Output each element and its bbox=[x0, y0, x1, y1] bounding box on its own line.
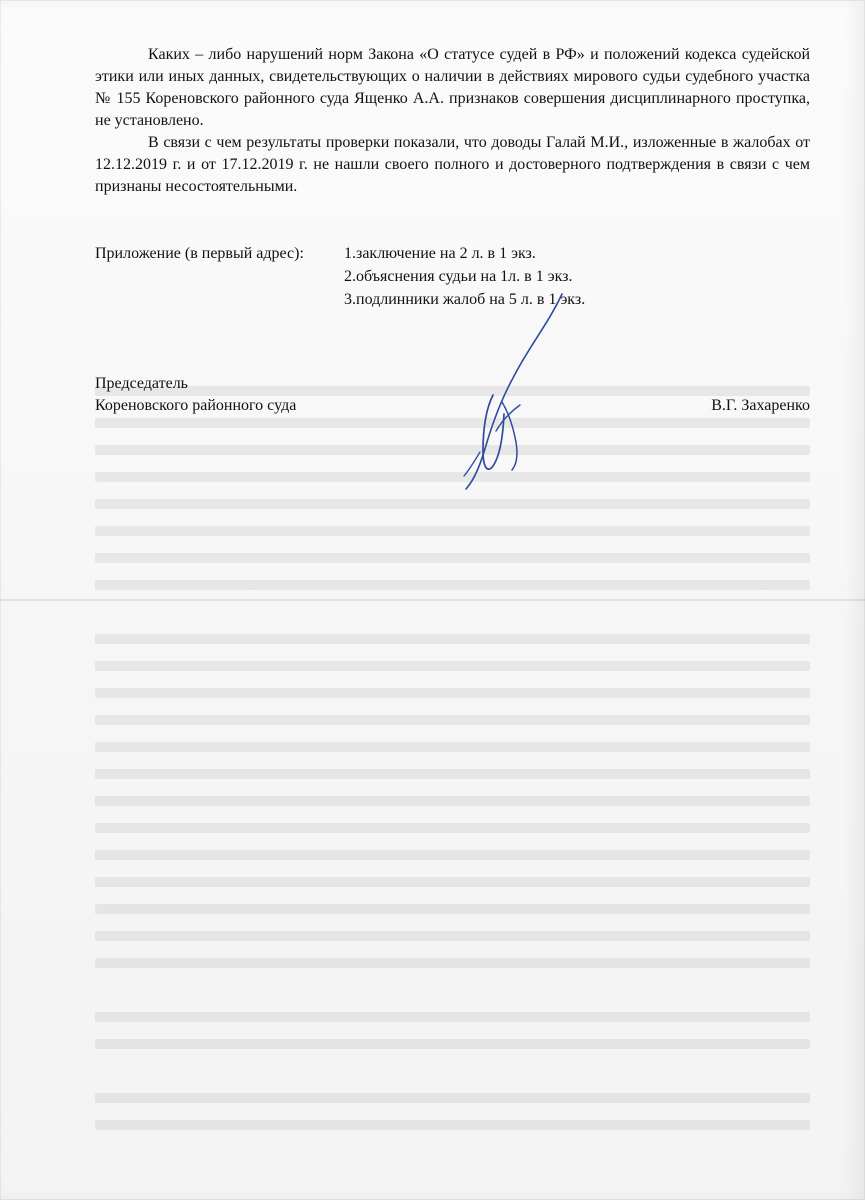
signatory-name: В.Г. Захаренко bbox=[711, 397, 810, 414]
attachments-label: Приложение (в первый адрес): bbox=[95, 245, 304, 262]
signatory-title-line-1: Председатель bbox=[95, 375, 188, 392]
handwritten-signature bbox=[430, 286, 575, 491]
paragraph-1: Каких – либо нарушений норм Закона «О статусе судей в РФ» и положений кодекса судейской этики или иных данных, свидетельствующих о наличии в действиях мирового судьи судебного участка № 155 Кореновского районного суда Ященко А.А. признаков совершения дисциплинарного проступка, не установлено. bbox=[95, 46, 810, 129]
attachment-item: 2.объяснения судьи на 1л. в 1 экз. bbox=[344, 268, 573, 285]
document-body bbox=[95, 44, 810, 198]
attachment-item: 3.подлинники жалоб на 5 л. в 1 экз. bbox=[344, 291, 586, 308]
paragraph-2: В связи с чем результаты проверки показали, что доводы Галай М.И., изложенные в жалобах от 12.12.2019 г. и от 17.12.2019 г. не нашли своего полного и достоверного подтверждения в связи с чем признаны несостоятельными. bbox=[95, 134, 810, 195]
fold-line bbox=[0, 599, 865, 601]
signatory-title-line-2: Кореновского районного суда bbox=[95, 397, 297, 414]
attachment-item: 1.заключение на 2 л. в 1 экз. bbox=[344, 245, 536, 262]
